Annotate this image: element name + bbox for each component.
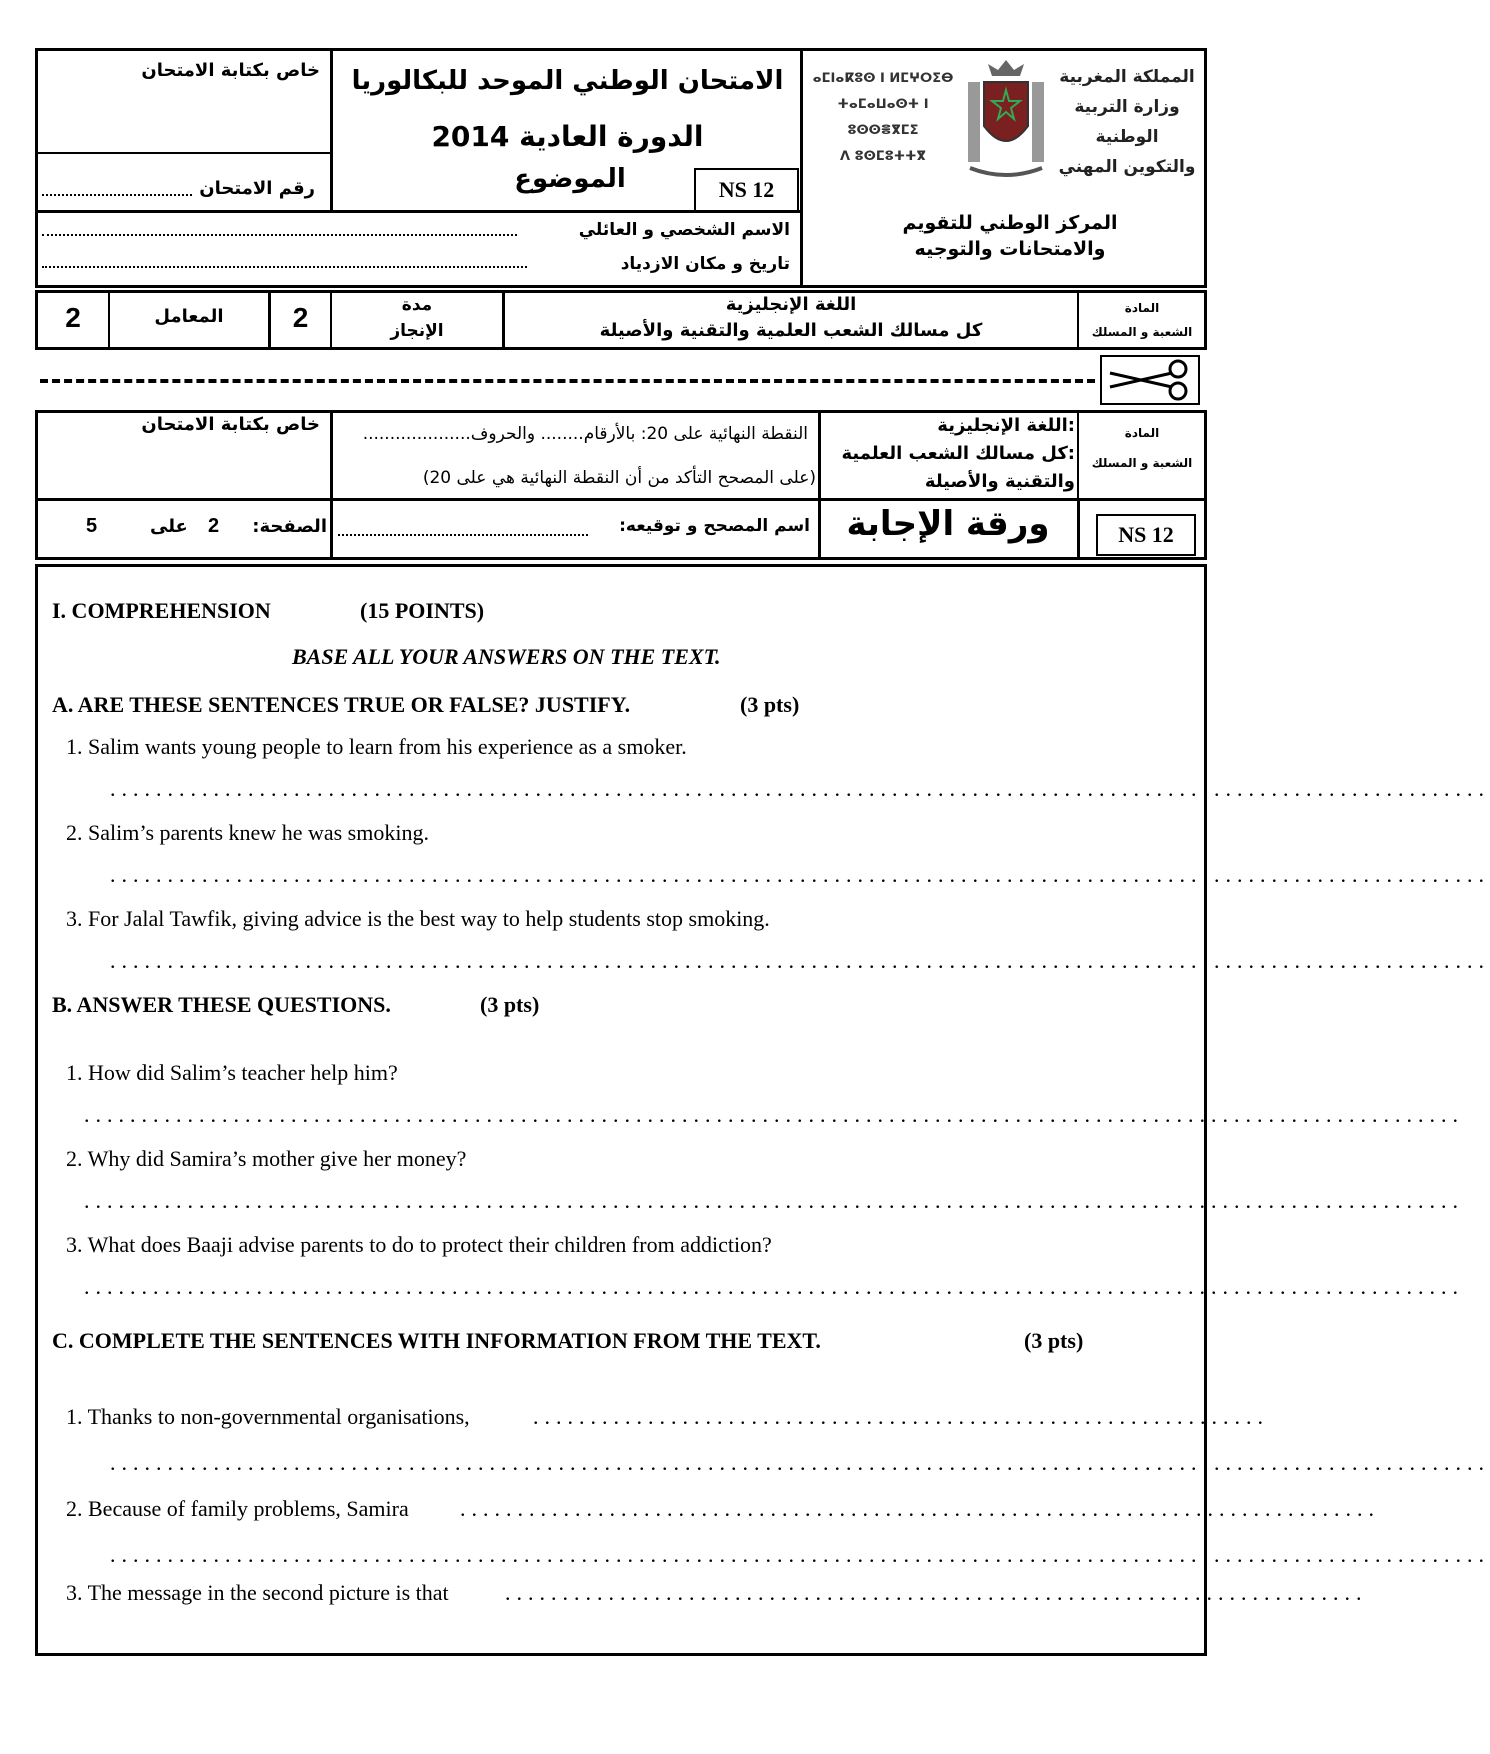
part-c-item-2: 2. Because of family problems, Samira — [66, 1496, 409, 1521]
duration-value: 2 — [292, 302, 309, 333]
part-a-points: (3 pts) — [740, 692, 800, 717]
instruction: BASE ALL YOUR ANSWERS ON THE TEXT. — [292, 644, 721, 669]
kingdom-ministry: المملكة المغربية وزارة التربية الوطنية والتكوين المهني — [1058, 67, 1196, 177]
coef-value: 2 — [65, 302, 81, 333]
final-grade: النقطة النهائية على 20: بالأرقام........ والحروف.................... — [362, 424, 808, 444]
duration-label: مدة الإنجاز — [390, 295, 444, 341]
part-c-answer-2b[interactable]: ........................................................................................................................ — [110, 1542, 1490, 1567]
name-label: الاسم الشخصي و العائلي — [578, 220, 790, 240]
page-total: 5 — [86, 515, 98, 537]
coef-label: المعامل — [154, 306, 224, 327]
code-badge: NS 12 — [694, 168, 799, 212]
exam-number-field[interactable] — [42, 194, 192, 196]
exam-number-label: رقم الامتحان — [199, 178, 315, 199]
grader-note: (على المصحح التأكد من أن النقطة النهائية هي على 20) — [422, 468, 816, 488]
subject-label: الموضوع — [514, 164, 626, 194]
part-c-answer-2a[interactable]: ................................................................................ — [460, 1496, 1380, 1521]
exam-title: الامتحان الوطني الموحد للبكالوريا — [351, 66, 784, 96]
part-c-answer-1b[interactable]: ........................................................................................................................ — [110, 1450, 1490, 1475]
part-c-item-1: 1. Thanks to non-governmental organisations, — [66, 1404, 470, 1429]
part-b-item-2: 2. Why did Samira’s mother give her money? — [66, 1146, 467, 1171]
logo-tifinagh: ⴰⵎⵏⴰⴽⵓⵙ ⵏ ⵍⵎⵖⵔⵉⴱ ⵜⴰⵎⴰⵡⴰⵙⵜ ⵏ ⵓⵙⵙⴻⴳⵎⵉ ⴷ ⵓⵙⵎⵓⵜⵜⴳ — [812, 71, 954, 164]
cut-line — [40, 379, 1095, 383]
part-a-item-1: 1. Salim wants young people to learn from his experience as a smoker. — [66, 734, 687, 759]
section-points: (15 POINTS) — [360, 598, 485, 623]
part-b-item-1: 1. How did Salim’s teacher help him? — [66, 1060, 398, 1085]
part-b-item-3: 3. What does Baaji advise parents to do to protect their children from addiction? — [66, 1232, 772, 1257]
session: الدورة العادية 2014 — [431, 120, 704, 153]
part-a-answer-1[interactable]: ........................................................................................................................ — [110, 776, 1490, 801]
part-b-answer-3[interactable]: ........................................................................................................................ — [84, 1274, 1464, 1299]
part-c-title: C. COMPLETE THE SENTENCES WITH INFORMATION FROM THE TEXT. — [52, 1328, 821, 1353]
part-c-points: (3 pts) — [1024, 1328, 1084, 1353]
answer-subject-value: :اللغة الإنجليزية :كل مسالك الشعب العلمية والتقنية والأصيلة — [841, 415, 1075, 492]
page-number: 2 — [208, 515, 220, 537]
part-b-answer-1[interactable]: ........................................................................................................................ — [84, 1102, 1464, 1127]
grader-sign-field[interactable] — [338, 534, 588, 536]
part-b-answer-2[interactable]: ........................................................................................................................ — [84, 1188, 1464, 1213]
scissors-icon — [1100, 355, 1200, 405]
section-title: I. COMPREHENSION — [52, 598, 271, 623]
page-label: الصفحة: — [252, 516, 327, 537]
grader-sign-label: اسم المصحح و توقيعه: — [619, 516, 810, 536]
part-a-answer-3[interactable]: ........................................................................................................................ — [110, 948, 1490, 973]
part-c-item-3: 3. The message in the second picture is that — [66, 1580, 449, 1605]
part-a-item-2: 2. Salim’s parents knew he was smoking. — [66, 820, 429, 845]
center-name: المركز الوطني للتقويم والامتحانات والتوجيه — [902, 212, 1118, 260]
page-of: على — [150, 516, 188, 537]
part-b-points: (3 pts) — [480, 992, 540, 1017]
coat-of-arms-icon — [962, 56, 1050, 186]
part-c-answer-3a[interactable]: ........................................................................... — [505, 1580, 1368, 1605]
answer-exam-office-label: خاص بكتابة الامتحان — [141, 414, 320, 435]
part-a-answer-2[interactable]: ........................................................................................................................ — [110, 862, 1490, 887]
birth-field[interactable] — [42, 266, 527, 268]
answer-sheet-title: ورقة الإجابة — [846, 504, 1050, 544]
name-field[interactable] — [42, 234, 517, 236]
part-b-title: B. ANSWER THESE QUESTIONS. — [52, 992, 391, 1017]
part-a-title: A. ARE THESE SENTENCES TRUE OR FALSE? JUSTIFY. — [52, 692, 631, 717]
part-c-answer-1a[interactable]: ................................................................ — [533, 1404, 1269, 1429]
answer-code-badge: NS 12 — [1096, 514, 1196, 556]
answer-subject-labels: المادة الشعبة و المسلك — [1091, 426, 1193, 470]
birth-label: تاريخ و مكان الازدياد — [620, 254, 790, 274]
subject-streams: اللغة الإنجليزية كل مسالك الشعب العلمية والتقنية والأصيلة — [599, 294, 983, 341]
part-a-item-3: 3. For Jalal Tawfik, giving advice is the best way to help students stop smoking. — [66, 906, 770, 931]
subject-stream-labels: المادة الشعبة و المسلك — [1091, 301, 1193, 339]
exam-office-label: خاص بكتابة الامتحان — [141, 60, 320, 81]
